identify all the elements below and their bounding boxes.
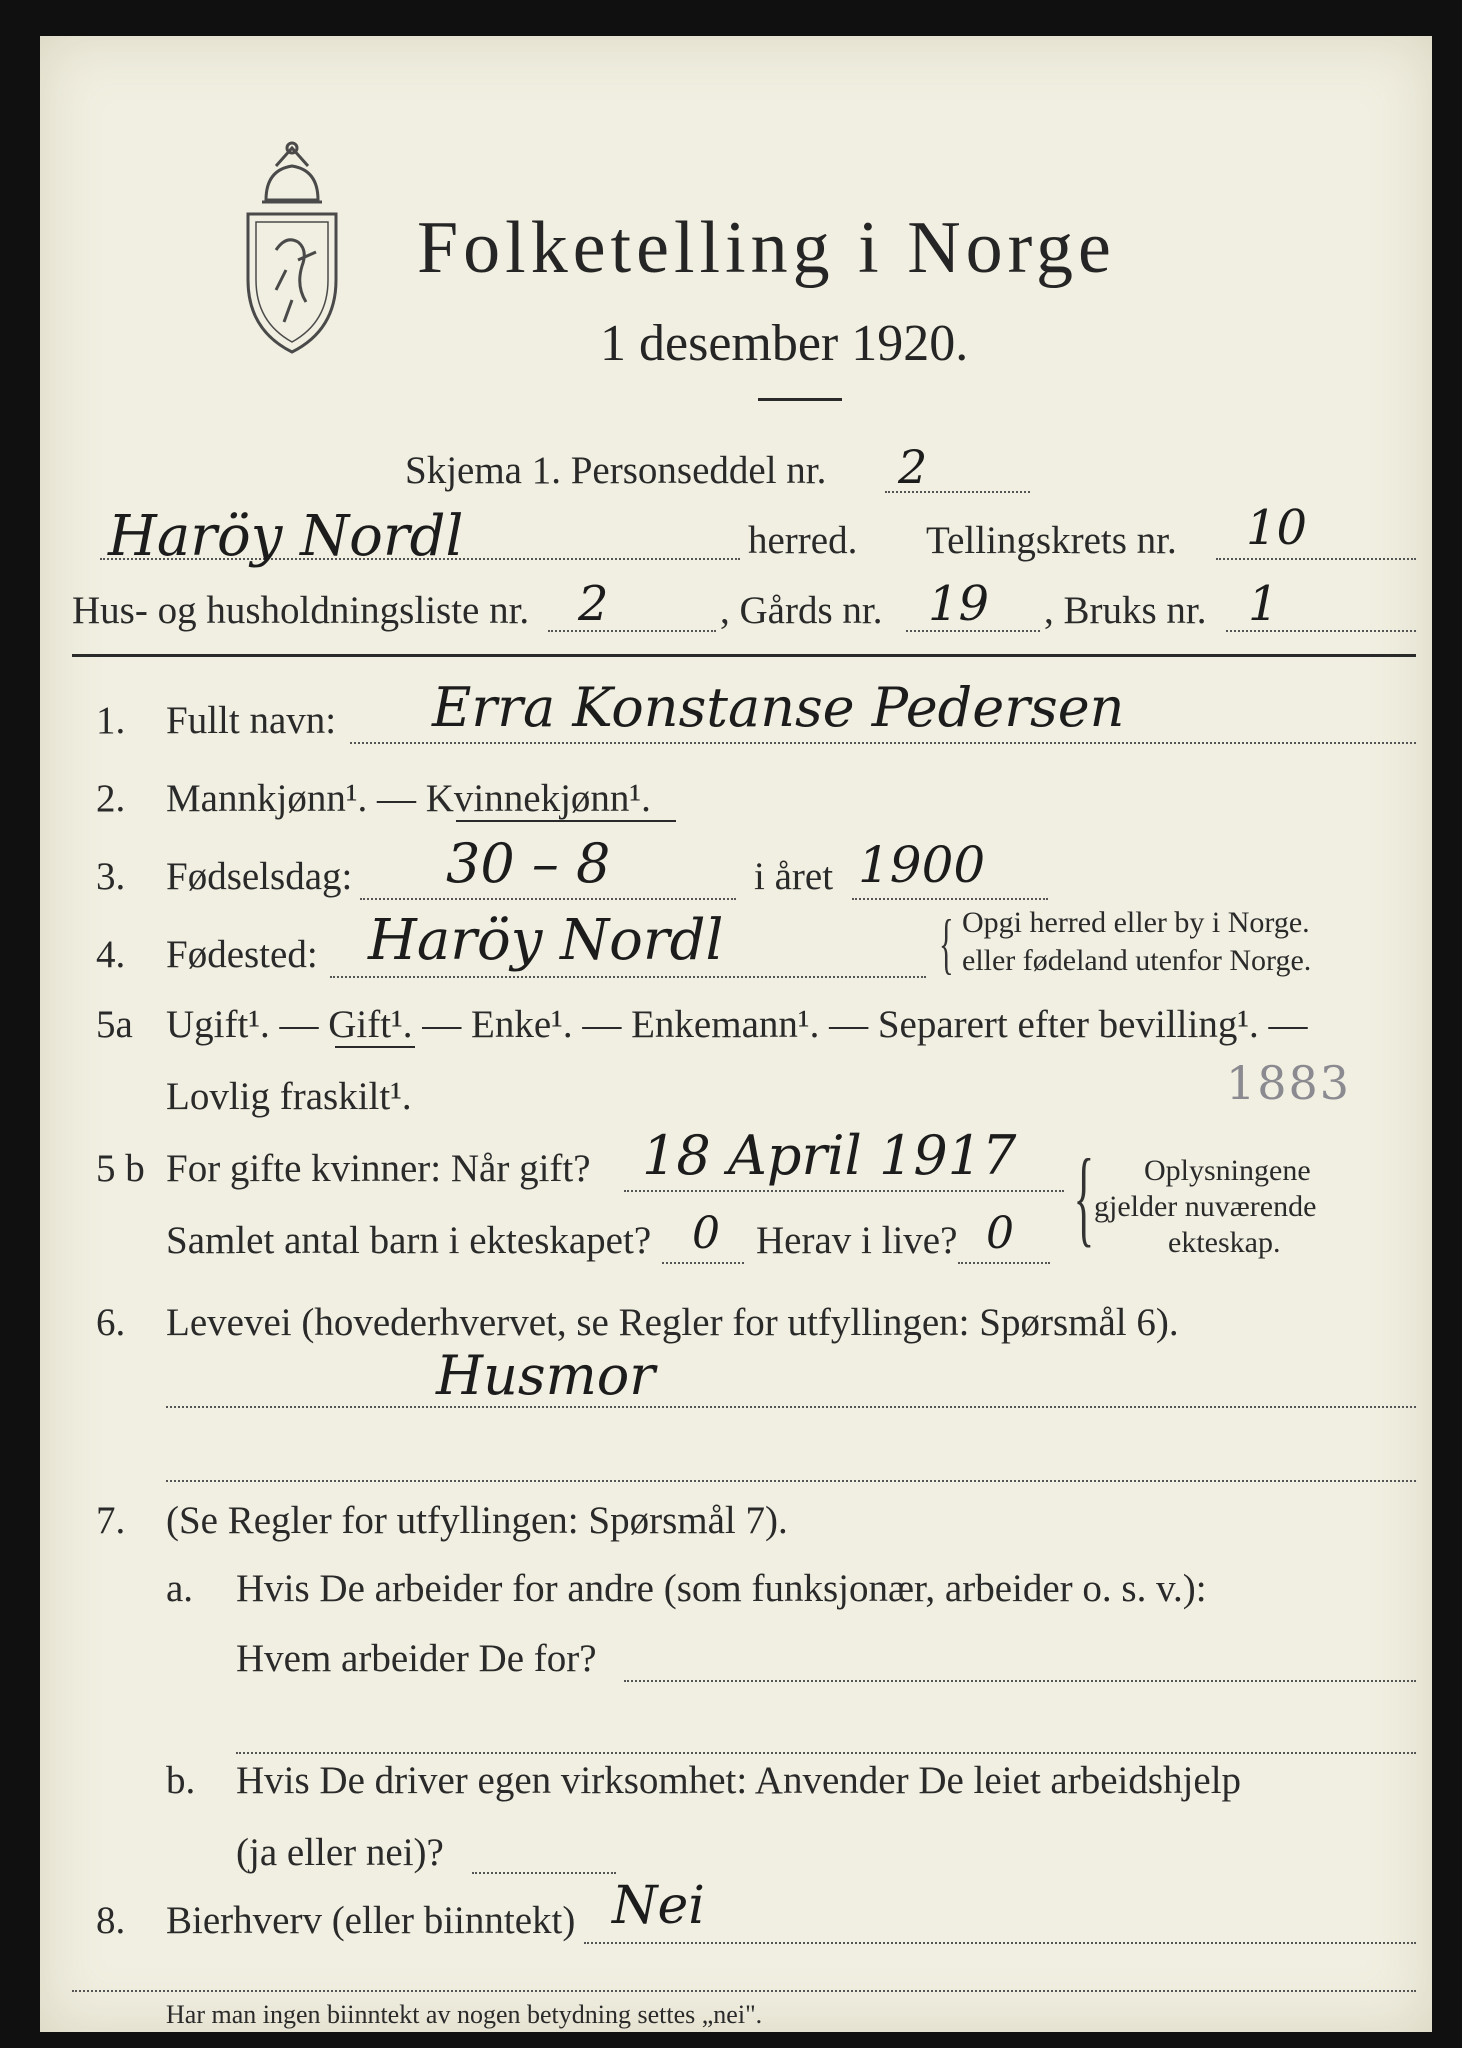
q7-number: 7. <box>96 1499 126 1542</box>
q8-number: 8. <box>96 1899 126 1942</box>
q5b-note-line1: Oplysningene <box>1144 1154 1311 1187</box>
q6-occupation-value: Husmor <box>436 1344 656 1407</box>
q5b-note-line2: gjelder nuværende <box>1094 1190 1317 1223</box>
q7b-line1: Hvis De driver egen virksomhet: Anvender De leiet arbeidshjelp <box>236 1759 1242 1802</box>
q3-birthdate-value: 30 – 8 <box>446 832 611 895</box>
husliste-line <box>548 630 716 632</box>
bruks-value: 1 <box>1248 576 1279 632</box>
q7-label: (Se Regler for utfyllingen: Spørsmål 7). <box>166 1499 788 1542</box>
q6-label: Levevei (hovederhvervet, se Regler for utfyllingen: Spørsmål 6). <box>166 1301 1179 1344</box>
q5b-number: 5 b <box>96 1147 145 1190</box>
q6-line2 <box>166 1480 1416 1482</box>
tellingskrets-value: 10 <box>1246 500 1308 556</box>
census-date: 1 desember 1920. <box>600 315 969 372</box>
footer-note: Har man ingen biinntekt av nogen betydning settes „nei". <box>166 2000 763 2029</box>
q1-number: 1. <box>96 699 126 742</box>
title-divider <box>758 398 842 401</box>
q8-line <box>584 1942 1416 1944</box>
q5a-marital-options: Ugift¹. — Gift¹. — Enke¹. — Enkemann¹. — Separert efter bevilling¹. — <box>166 1003 1308 1046</box>
q6-line1 <box>166 1406 1416 1408</box>
q5a-line2: Lovlig fraskilt¹. <box>166 1075 412 1118</box>
q5a-gift-underline <box>335 1046 415 1048</box>
q2-gender-options: Mannkjønn¹. — Kvinnekjønn¹. <box>166 777 651 820</box>
q4-number: 4. <box>96 933 126 976</box>
q5b-children-value: 0 <box>692 1208 720 1259</box>
q4-line <box>330 976 926 978</box>
q7b-line2: (ja eller nei)? <box>236 1831 444 1874</box>
q5b-children-line <box>662 1262 744 1264</box>
q1-label: Fullt navn: <box>166 699 337 742</box>
q7a-letter: a. <box>166 1567 194 1610</box>
q4-note-line2: eller fødeland utenfor Norge. <box>962 944 1312 977</box>
q3-year-label: i året <box>754 855 834 898</box>
herred-value: Haröy Nordl <box>108 504 464 569</box>
q2-number: 2. <box>96 777 126 820</box>
q5b-note-line3: ekteskap. <box>1168 1226 1281 1259</box>
q5b-alive-label: Herav i live? <box>756 1219 958 1262</box>
q3-line <box>360 898 736 900</box>
tellingskrets-line <box>1216 558 1416 560</box>
q1-full-name-value: Erra Konstanse Pedersen <box>432 676 1125 739</box>
q4-note-brace: { <box>938 905 954 981</box>
q1-line <box>350 742 1416 744</box>
q8-label: Bierhverv (eller biinntekt) <box>166 1899 576 1942</box>
q4-birthplace-value: Haröy Nordl <box>368 908 724 973</box>
census-form-page <box>40 36 1432 2032</box>
q4-note-line1: Opgi herred eller by i Norge. <box>962 906 1310 939</box>
q3-number: 3. <box>96 855 126 898</box>
header-divider <box>72 654 1416 657</box>
husliste-value: 2 <box>578 576 609 632</box>
q7b-answer-line <box>472 1872 616 1874</box>
q5b-children-label: Samlet antal barn i ekteskapet? <box>166 1219 652 1262</box>
personseddel-nr-value: 2 <box>898 440 928 494</box>
q3-label: Fødselsdag: <box>166 855 353 898</box>
norwegian-coat-of-arms-icon <box>236 140 348 356</box>
q4-label: Fødested: <box>166 933 318 976</box>
tellingskrets-label: Tellingskrets nr. <box>926 519 1177 562</box>
gards-label: , Gårds nr. <box>720 589 883 632</box>
q5b-married-label: For gifte kvinner: Når gift? <box>166 1147 591 1190</box>
form-title: Folketelling i Norge <box>417 207 1116 289</box>
q3-year-line <box>852 898 1048 900</box>
q7b-letter: b. <box>166 1759 196 1802</box>
margin-pencil-note: 1883 <box>1226 1056 1352 1110</box>
q5b-married-date-value: 18 April 1917 <box>642 1124 1017 1187</box>
husliste-label: Hus- og husholdningsliste nr. <box>72 589 530 632</box>
skjema-label: Skjema 1. Personseddel nr. <box>405 449 827 492</box>
q5b-married-line <box>624 1190 1064 1192</box>
herred-label: herred. <box>748 519 858 562</box>
q5b-alive-value: 0 <box>986 1208 1014 1259</box>
gards-value: 19 <box>928 576 990 632</box>
q7a-line2: Hvem arbeider De for? <box>236 1637 597 1680</box>
bruks-label: , Bruks nr. <box>1044 589 1207 632</box>
q8-side-income-value: Nei <box>612 1876 705 1936</box>
q5b-note-brace: { <box>1073 1138 1095 1257</box>
q7a-answer-line <box>624 1680 1416 1682</box>
q7a-line1: Hvis De arbeider for andre (som funksjonær, arbeider o. s. v.): <box>236 1567 1207 1610</box>
q2-kvinnekjonn-underline <box>456 820 676 822</box>
footer-divider <box>72 1990 1416 1992</box>
q7a-answer-line2 <box>236 1752 1416 1754</box>
q5b-alive-line <box>958 1262 1050 1264</box>
q6-number: 6. <box>96 1301 126 1344</box>
q5a-number: 5a <box>96 1003 133 1046</box>
q3-birth-year-value: 1900 <box>858 836 986 894</box>
